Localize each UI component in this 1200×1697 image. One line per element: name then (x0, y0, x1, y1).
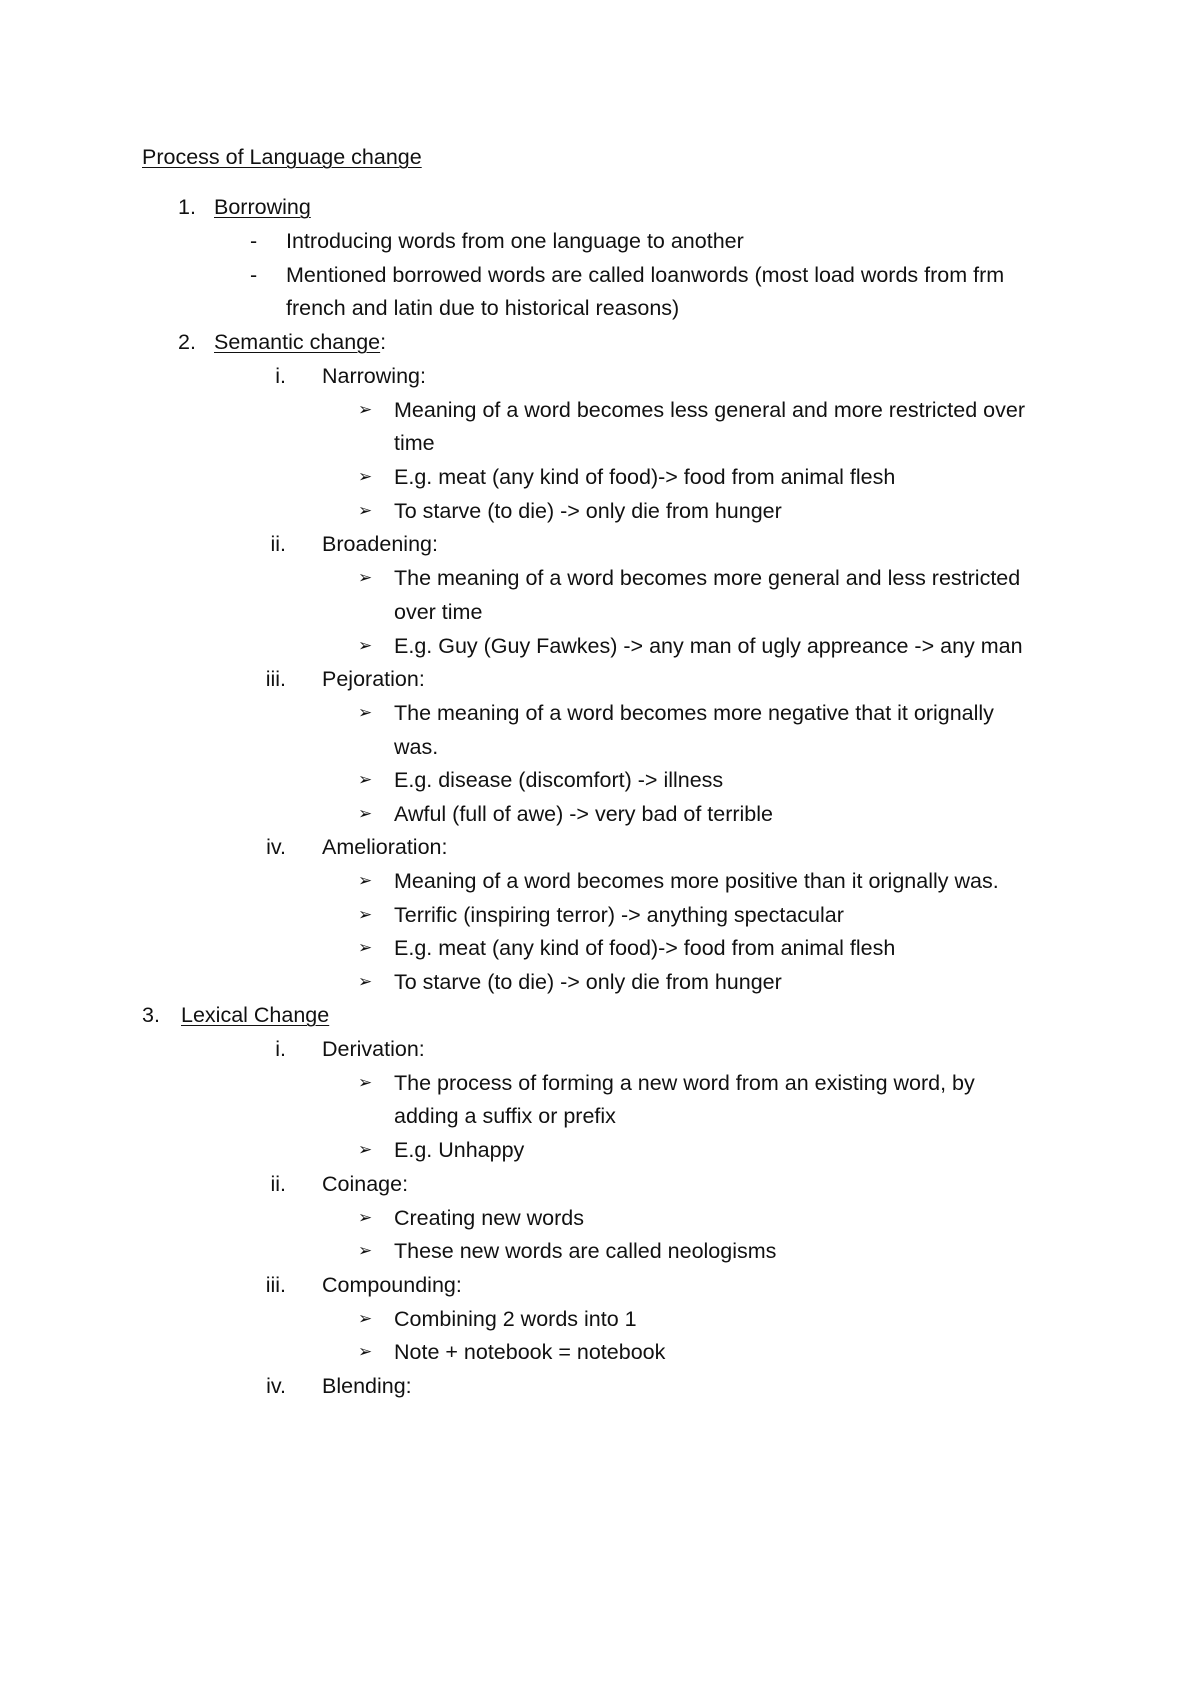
point-text-continuation: adding a suffix or prefix (394, 1104, 616, 1128)
point-text: Meaning of a word becomes less general and more restricted over (394, 398, 1025, 422)
point-text: These new words are called neologisms (394, 1239, 777, 1263)
subsection-numeral: iii. (265, 1273, 286, 1297)
point-text: The meaning of a word becomes more negative that it orignally (394, 701, 994, 725)
point-text: Awful (full of awe) -> very bad of terrible (394, 802, 774, 826)
bullet-text-continuation: french and latin due to historical reasons) (286, 296, 680, 320)
point-text: The meaning of a word becomes more general and less restricted (394, 566, 1021, 590)
arrow-bullet-icon: ➢ (358, 467, 373, 487)
arrow-bullet-icon: ➢ (358, 1073, 373, 1093)
bullet-text: Mentioned borrowed words are called loanwords (most load words from frm (286, 263, 1005, 287)
point-text: E.g. disease (discomfort) -> illness (394, 768, 724, 792)
point-text: Meaning of a word becomes more positive than it orignally was. (394, 869, 999, 893)
subsection-label: Pejoration: (322, 667, 425, 691)
point-text: E.g. Guy (Guy Fawkes) -> any man of ugly appreance -> any man (394, 634, 1023, 658)
arrow-bullet-icon: ➢ (358, 501, 373, 521)
point-text: To starve (to die) -> only die from hunger (394, 970, 782, 994)
arrow-bullet-icon: ➢ (358, 905, 373, 925)
arrow-bullet-icon: ➢ (358, 972, 373, 992)
point-text: E.g. Unhappy (394, 1138, 525, 1162)
point-text: The process of forming a new word from an existing word, by (394, 1071, 975, 1095)
subsection-label: Derivation: (322, 1037, 425, 1061)
point-text-continuation: was. (394, 735, 439, 759)
subsection-label: Narrowing: (322, 364, 426, 388)
section-heading-semantic-change (214, 329, 386, 355)
arrow-bullet-icon: ➢ (358, 636, 373, 656)
point-text: Creating new words (394, 1206, 585, 1230)
arrow-bullet-icon: ➢ (358, 400, 373, 420)
arrow-bullet-icon: ➢ (358, 804, 373, 824)
subsection-label: Compounding: (322, 1273, 462, 1297)
arrow-bullet-icon: ➢ (358, 1140, 373, 1160)
section-heading-lexical-change: Lexical Change (181, 1003, 330, 1027)
arrow-bullet-icon: ➢ (358, 1208, 373, 1228)
section-number: 3. (142, 1003, 160, 1027)
subsection-numeral: iv. (266, 1374, 286, 1398)
point-text: E.g. meat (any kind of food)-> food from animal flesh (394, 465, 896, 489)
point-text-continuation: over time (394, 600, 483, 624)
arrow-bullet-icon: ➢ (358, 1309, 373, 1329)
point-text-continuation: time (394, 431, 435, 455)
point-text: E.g. meat (any kind of food)-> food from animal flesh (394, 936, 896, 960)
point-text: To starve (to die) -> only die from hunger (394, 499, 782, 523)
dash-bullet: - (250, 263, 258, 287)
point-text: Note + notebook = notebook (394, 1340, 666, 1364)
bullet-text: Introducing words from one language to another (286, 229, 744, 253)
arrow-bullet-icon: ➢ (358, 703, 373, 723)
point-text: Terrific (inspiring terror) -> anything spectacular (394, 903, 844, 927)
subsection-label: Broadening: (322, 532, 438, 556)
page-title: Process of Language change (142, 145, 422, 169)
point-text: Combining 2 words into 1 (394, 1307, 637, 1331)
subsection-numeral: ii. (270, 1172, 286, 1196)
subsection-numeral: i. (275, 364, 286, 388)
section-heading-suffix: : (380, 330, 387, 354)
subsection-numeral: iii. (265, 667, 286, 691)
subsection-label: Coinage: (322, 1172, 409, 1196)
subsection-numeral: ii. (270, 532, 286, 556)
arrow-bullet-icon: ➢ (358, 770, 373, 790)
arrow-bullet-icon: ➢ (358, 568, 373, 588)
section-number: 1. (178, 195, 196, 219)
arrow-bullet-icon: ➢ (358, 1241, 373, 1261)
section-heading-borrowing: Borrowing (214, 195, 311, 219)
section-number: 2. (178, 330, 196, 354)
arrow-bullet-icon: ➢ (358, 1342, 373, 1362)
subsection-numeral: i. (275, 1037, 286, 1061)
section-heading-text: Semantic change (214, 330, 381, 354)
dash-bullet: - (250, 229, 258, 253)
subsection-label: Amelioration: (322, 835, 448, 859)
subsection-label: Blending: (322, 1374, 412, 1398)
subsection-numeral: iv. (266, 835, 286, 859)
arrow-bullet-icon: ➢ (358, 871, 373, 891)
arrow-bullet-icon: ➢ (358, 938, 373, 958)
